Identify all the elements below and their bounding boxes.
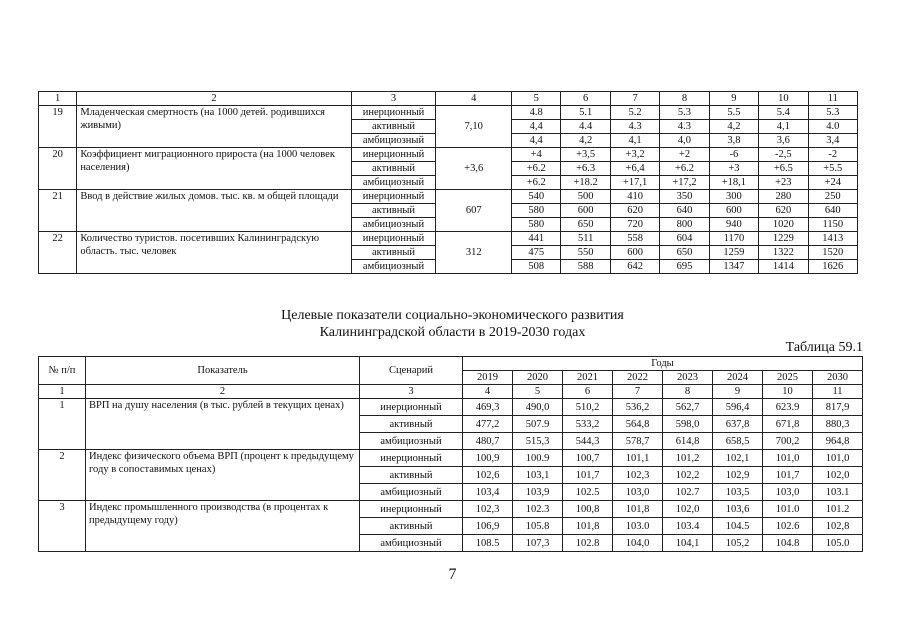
- value-cell: 507.9: [513, 416, 563, 433]
- index-cell: 8: [663, 385, 713, 399]
- scenario-name: активный: [360, 416, 463, 433]
- row-number: 19: [39, 106, 77, 148]
- header-cell: 11: [808, 92, 857, 106]
- value-cell: 101,2: [663, 450, 713, 467]
- value-cell: 1414: [759, 260, 808, 274]
- value-cell: +6,4: [610, 162, 659, 176]
- scenario-name: инерционный: [360, 399, 463, 416]
- table-row: [39, 232, 858, 246]
- value-cell: +5.5: [808, 162, 857, 176]
- value-cell: 102,2: [663, 467, 713, 484]
- value-cell: 533,2: [563, 416, 613, 433]
- scenario-name: инерционный: [351, 106, 436, 120]
- value-cell: 964,8: [813, 433, 863, 450]
- scenario-name: активный: [351, 204, 436, 218]
- value-cell: 102.5: [563, 484, 613, 501]
- value-cell: 4.8: [512, 106, 561, 120]
- value-cell: 4,4: [512, 120, 561, 134]
- value-cell: 5.1: [561, 106, 610, 120]
- value-cell: +6.2: [512, 162, 561, 176]
- value-cell: 614,8: [663, 433, 713, 450]
- value-cell: 3,8: [709, 134, 758, 148]
- value-cell: 103.1: [813, 484, 863, 501]
- value-cell: 101,0: [813, 450, 863, 467]
- scenario-name: амбициозный: [351, 218, 436, 232]
- value-cell: 101,1: [613, 450, 663, 467]
- scenario-name: амбициозный: [351, 176, 436, 190]
- header-cell: 1: [39, 92, 77, 106]
- value-cell: 102,3: [613, 467, 663, 484]
- value-cell: 4,4: [512, 134, 561, 148]
- value-cell: 600: [709, 204, 758, 218]
- scenario-name: активный: [351, 162, 436, 176]
- header-cell: 10: [759, 92, 808, 106]
- header-cell: 4: [436, 92, 512, 106]
- indicators-table-continued: [38, 91, 858, 274]
- value-cell: 550: [561, 246, 610, 260]
- value-cell: 623.9: [763, 399, 813, 416]
- index-cell: 4: [463, 385, 513, 399]
- value-cell: 102,3: [463, 501, 513, 518]
- value-cell: 658,5: [713, 433, 763, 450]
- scenario-name: амбициозный: [360, 433, 463, 450]
- value-cell: 5.5: [709, 106, 758, 120]
- year-header: 2020: [513, 371, 563, 385]
- value-cell: -2: [808, 148, 857, 162]
- value-cell: 817,9: [813, 399, 863, 416]
- index-cell: 2: [86, 385, 360, 399]
- value-cell: 103,6: [713, 501, 763, 518]
- index-cell: 1: [39, 385, 86, 399]
- value-cell: 500: [561, 190, 610, 204]
- scenario-name: активный: [360, 518, 463, 535]
- value-cell: 1347: [709, 260, 758, 274]
- scenario-name: активный: [360, 467, 463, 484]
- value-cell: 475: [512, 246, 561, 260]
- col-years-header: Годы: [463, 357, 863, 371]
- value-cell: 1259: [709, 246, 758, 260]
- header-cell: 5: [512, 92, 561, 106]
- value-cell: 4,2: [561, 134, 610, 148]
- value-cell: 104,1: [663, 535, 713, 552]
- value-cell: 637,8: [713, 416, 763, 433]
- value-cell: 441: [512, 232, 561, 246]
- value-cell: 104,0: [613, 535, 663, 552]
- col-num-header: № п/п: [39, 357, 86, 385]
- value-cell: 101,7: [563, 467, 613, 484]
- value-cell: +23: [759, 176, 808, 190]
- target-indicators-table: [38, 356, 863, 552]
- value-cell: 105.0: [813, 535, 863, 552]
- table-number: Таблица 59.1: [785, 340, 863, 355]
- year-header: 2025: [763, 371, 813, 385]
- index-cell: 5: [513, 385, 563, 399]
- value-cell: 588: [561, 260, 610, 274]
- row-number: 22: [39, 232, 77, 274]
- value-cell: 510,2: [563, 399, 613, 416]
- value-cell: 108.5: [463, 535, 513, 552]
- value-cell: 540: [512, 190, 561, 204]
- indicator-name: Ввод в действие жилых домов. тыс. кв. м общей площади: [77, 190, 351, 232]
- value-cell: +4: [512, 148, 561, 162]
- value-cell: +6.3: [561, 162, 610, 176]
- value-cell: 477,2: [463, 416, 513, 433]
- value-cell: +6.5: [759, 162, 808, 176]
- row-number: 20: [39, 148, 77, 190]
- value-cell: 511: [561, 232, 610, 246]
- scenario-name: инерционный: [351, 148, 436, 162]
- scenario-name: амбициозный: [360, 484, 463, 501]
- indicator-name: Коэффициент миграционного прироста (на 1000 человек населения): [77, 148, 351, 190]
- value-cell: +6.2: [512, 176, 561, 190]
- value-cell: 300: [709, 190, 758, 204]
- value-cell: 620: [759, 204, 808, 218]
- value-cell: 4,1: [759, 120, 808, 134]
- year-header: 2022: [613, 371, 663, 385]
- value-cell: +6.2: [660, 162, 709, 176]
- scenario-name: амбициозный: [351, 134, 436, 148]
- value-cell: 103,9: [513, 484, 563, 501]
- row-number: 2: [39, 450, 86, 501]
- scenario-name: активный: [351, 246, 436, 260]
- section-title-line2: Калининградской области в 2019-2030 годах: [319, 325, 586, 340]
- header-cell: 2: [77, 92, 351, 106]
- value-cell: 536,2: [613, 399, 663, 416]
- header-cell: 8: [660, 92, 709, 106]
- value-cell: 101,8: [613, 501, 663, 518]
- value-cell: 604: [660, 232, 709, 246]
- index-cell: 10: [763, 385, 813, 399]
- scenario-name: инерционный: [351, 232, 436, 246]
- index-cell: 11: [813, 385, 863, 399]
- value-cell: +3: [709, 162, 758, 176]
- value-cell: 642: [610, 260, 659, 274]
- value-cell: 104.8: [763, 535, 813, 552]
- value-cell: 103.4: [663, 518, 713, 535]
- value-cell: 650: [561, 218, 610, 232]
- indicator-name: Количество туристов. посетивших Калининградскую область. тыс. человек: [77, 232, 351, 274]
- value-cell: 578,7: [613, 433, 663, 450]
- value-cell: 480,7: [463, 433, 513, 450]
- value-cell: +18,1: [709, 176, 758, 190]
- value-cell: 101,7: [763, 467, 813, 484]
- value-cell: 100,7: [563, 450, 613, 467]
- row-number: 1: [39, 399, 86, 450]
- value-cell: 1413: [808, 232, 857, 246]
- value-cell: 101,0: [763, 450, 813, 467]
- value-cell: 104.5: [713, 518, 763, 535]
- value-cell: 100,8: [563, 501, 613, 518]
- value-cell: 490,0: [513, 399, 563, 416]
- table-row: [39, 106, 858, 120]
- value-cell: 508: [512, 260, 561, 274]
- value-cell: 1520: [808, 246, 857, 260]
- value-cell: 106,9: [463, 518, 513, 535]
- value-cell: 5.3: [808, 106, 857, 120]
- value-cell: 580: [512, 218, 561, 232]
- value-cell: 695: [660, 260, 709, 274]
- value-cell: 558: [610, 232, 659, 246]
- value-cell: 1229: [759, 232, 808, 246]
- header-cell: 7: [610, 92, 659, 106]
- value-cell: 102.6: [763, 518, 813, 535]
- value-cell: 700,2: [763, 433, 813, 450]
- table-row: [39, 190, 858, 204]
- value-cell: 4,2: [709, 120, 758, 134]
- value-cell: 103,1: [513, 467, 563, 484]
- value-cell: 671,8: [763, 416, 813, 433]
- value-cell: 105,2: [713, 535, 763, 552]
- row-number: 3: [39, 501, 86, 552]
- indicator-name: ВРП на душу населения (в тыс. рублей в текущих ценах): [86, 399, 360, 450]
- value-cell: 620: [610, 204, 659, 218]
- value-cell: 564,8: [613, 416, 663, 433]
- value-cell: 101.0: [763, 501, 813, 518]
- value-cell: +17,2: [660, 176, 709, 190]
- value-cell: 4,0: [660, 134, 709, 148]
- value-cell: 1170: [709, 232, 758, 246]
- scenario-name: амбициозный: [360, 535, 463, 552]
- value-cell: 562,7: [663, 399, 713, 416]
- value-cell: 250: [808, 190, 857, 204]
- value-cell: 5.3: [660, 106, 709, 120]
- value-cell: 580: [512, 204, 561, 218]
- value-cell: 107,3: [513, 535, 563, 552]
- value-cell: 4.3: [660, 120, 709, 134]
- value-cell: 100,9: [463, 450, 513, 467]
- value-cell: 102.8: [563, 535, 613, 552]
- table-row: [39, 399, 863, 416]
- index-cell: 6: [563, 385, 613, 399]
- year-header: 2023: [663, 371, 713, 385]
- header-cell: 3: [351, 92, 436, 106]
- year-header: 2024: [713, 371, 763, 385]
- value-cell: 105.8: [513, 518, 563, 535]
- value-cell: 515,3: [513, 433, 563, 450]
- value-cell: 100.9: [513, 450, 563, 467]
- header-cell: 6: [561, 92, 610, 106]
- value-cell: 410: [610, 190, 659, 204]
- value-cell: 101.2: [813, 501, 863, 518]
- value-cell: 469,3: [463, 399, 513, 416]
- section-title-line1: Целевые показатели социально-экономического развития: [281, 308, 624, 323]
- value-cell: +17,1: [610, 176, 659, 190]
- value-cell: 102,1: [713, 450, 763, 467]
- value-cell: 3,6: [759, 134, 808, 148]
- value-cell: 102,0: [813, 467, 863, 484]
- value-cell: 103,4: [463, 484, 513, 501]
- value-cell: 102,0: [663, 501, 713, 518]
- value-cell: 800: [660, 218, 709, 232]
- value-cell: +24: [808, 176, 857, 190]
- scenario-name: амбициозный: [351, 260, 436, 274]
- scenario-name: инерционный: [360, 501, 463, 518]
- value-cell: 544,3: [563, 433, 613, 450]
- index-cell: 3: [360, 385, 463, 399]
- row-number: 21: [39, 190, 77, 232]
- year-header: 2021: [563, 371, 613, 385]
- value-cell: 102.3: [513, 501, 563, 518]
- value-cell: 4.0: [808, 120, 857, 134]
- value-cell: 1322: [759, 246, 808, 260]
- value-cell: 103,0: [763, 484, 813, 501]
- value-cell: 5.4: [759, 106, 808, 120]
- value-cell: 102.7: [663, 484, 713, 501]
- header-cell: 9: [709, 92, 758, 106]
- index-cell: 7: [613, 385, 663, 399]
- value-cell: 600: [610, 246, 659, 260]
- value-cell: 350: [660, 190, 709, 204]
- table-row: [39, 501, 863, 518]
- value-cell: 101,8: [563, 518, 613, 535]
- scenario-name: инерционный: [360, 450, 463, 467]
- value-cell: 1020: [759, 218, 808, 232]
- value-cell: +3,2: [610, 148, 659, 162]
- value-cell: 4.4: [561, 120, 610, 134]
- value-cell: 1150: [808, 218, 857, 232]
- value-cell: 103,0: [613, 484, 663, 501]
- value-cell: +18.2: [561, 176, 610, 190]
- value-cell: 600: [561, 204, 610, 218]
- scenario-name: активный: [351, 120, 436, 134]
- value-cell: 598,0: [663, 416, 713, 433]
- value-cell: 880,3: [813, 416, 863, 433]
- indicator-name: Индекс физического объема ВРП (процент к предыдущему году в сопоставимых ценах): [86, 450, 360, 501]
- base-value: 607: [436, 190, 512, 232]
- base-value: 312: [436, 232, 512, 274]
- table-row: [39, 450, 863, 467]
- value-cell: 102,8: [813, 518, 863, 535]
- value-cell: 103,5: [713, 484, 763, 501]
- value-cell: +2: [660, 148, 709, 162]
- indicator-name: Индекс промышленного производства (в процентах к предыдущему году): [86, 501, 360, 552]
- value-cell: 102,9: [713, 467, 763, 484]
- col-scenario-header: Сценарий: [360, 357, 463, 385]
- table-row: [39, 148, 858, 162]
- value-cell: 280: [759, 190, 808, 204]
- value-cell: 5.2: [610, 106, 659, 120]
- value-cell: -6: [709, 148, 758, 162]
- value-cell: 640: [808, 204, 857, 218]
- col-indicator-header: Показатель: [86, 357, 360, 385]
- value-cell: +3,5: [561, 148, 610, 162]
- value-cell: 4,1: [610, 134, 659, 148]
- value-cell: 720: [610, 218, 659, 232]
- page-number: 7: [448, 566, 457, 583]
- indicator-name: Младенческая смертность (на 1000 детей. родившихся живыми): [77, 106, 351, 148]
- base-value: +3,6: [436, 148, 512, 190]
- scenario-name: инерционный: [351, 190, 436, 204]
- year-header: 2030: [813, 371, 863, 385]
- value-cell: 103.0: [613, 518, 663, 535]
- value-cell: 4.3: [610, 120, 659, 134]
- value-cell: 940: [709, 218, 758, 232]
- value-cell: 640: [660, 204, 709, 218]
- year-header: 2019: [463, 371, 513, 385]
- value-cell: 596,4: [713, 399, 763, 416]
- value-cell: -2,5: [759, 148, 808, 162]
- index-cell: 9: [713, 385, 763, 399]
- value-cell: 3,4: [808, 134, 857, 148]
- value-cell: 650: [660, 246, 709, 260]
- base-value: 7,10: [436, 106, 512, 148]
- value-cell: 102,6: [463, 467, 513, 484]
- value-cell: 1626: [808, 260, 857, 274]
